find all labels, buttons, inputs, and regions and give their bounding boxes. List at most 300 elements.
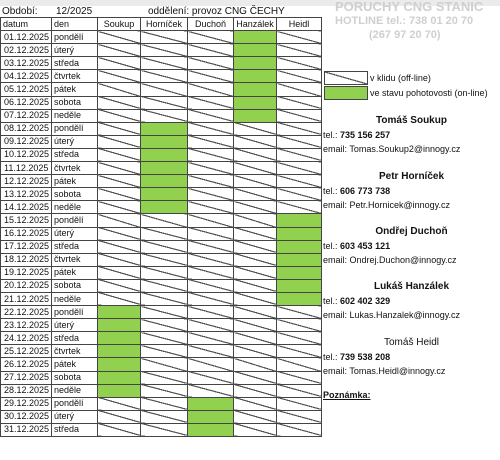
duty-cell-offline [277, 332, 322, 345]
table-row [1, 423, 322, 436]
contact-phone-label: tel.: [323, 296, 338, 306]
duty-cell-offline [277, 201, 322, 214]
duty-cell-offline [98, 214, 141, 227]
duty-cell-offline [188, 70, 234, 83]
row-day: čtvrtek [52, 70, 98, 83]
duty-cell-offline [98, 83, 141, 96]
contact-phone: 739 538 208 [340, 352, 391, 362]
row-day: pondělí [52, 306, 98, 319]
legend-online-swatch [324, 86, 368, 100]
row-date: 04.12.2025 [1, 70, 52, 83]
row-date: 30.12.2025 [1, 410, 52, 423]
duty-cell-offline [98, 148, 141, 161]
duty-cell-offline [277, 345, 322, 358]
hotline-header [335, 0, 500, 42]
duty-cell-online [98, 345, 141, 358]
table-row [1, 332, 322, 345]
duty-cell-offline [98, 31, 141, 44]
duty-cell-offline [98, 44, 141, 57]
row-date: 27.12.2025 [1, 371, 52, 384]
duty-cell-online [98, 319, 141, 332]
duty-cell-offline [188, 384, 234, 397]
duty-cell-offline [141, 410, 188, 423]
duty-cell-offline [141, 371, 188, 384]
duty-cell-online [141, 201, 188, 214]
contact-phone-label: tel.: [323, 241, 338, 251]
row-day: pátek [52, 83, 98, 96]
table-row [1, 175, 322, 188]
table-row [1, 148, 322, 161]
roster-table [0, 17, 322, 437]
duty-cell-offline [98, 162, 141, 175]
hotline-phone: HOTLINE tel.: 738 01 20 70 [335, 15, 474, 27]
contact-card-soukup [323, 114, 500, 156]
duty-cell-offline [188, 83, 234, 96]
row-date: 19.12.2025 [1, 266, 52, 279]
contact-card-heidl [323, 336, 500, 378]
duty-cell-offline [234, 371, 277, 384]
hotline-alt-phone: (267 97 20 70) [369, 29, 441, 41]
duty-cell-offline [141, 345, 188, 358]
col-header-day: den [52, 18, 98, 31]
duty-cell-offline [277, 397, 322, 410]
duty-cell-offline [234, 162, 277, 175]
table-row [1, 319, 322, 332]
row-date: 16.12.2025 [1, 227, 52, 240]
row-day: středa [52, 148, 98, 161]
duty-cell-offline [188, 292, 234, 305]
duty-cell-offline [98, 122, 141, 135]
duty-cell-online [188, 397, 234, 410]
contact-phone: 603 453 121 [340, 241, 391, 251]
duty-cell-offline [234, 292, 277, 305]
row-day: středa [52, 57, 98, 70]
roster-body [1, 31, 322, 437]
duty-cell-offline [98, 292, 141, 305]
row-date: 20.12.2025 [1, 279, 52, 292]
contact-card-hornicek [323, 170, 500, 212]
duty-cell-offline [188, 371, 234, 384]
row-day: středa [52, 423, 98, 436]
duty-cell-online [234, 109, 277, 122]
duty-cell-online [234, 44, 277, 57]
contact-email[interactable]: email: Tomas.Soukup2@innogy.cz [323, 144, 461, 154]
legend-online-label: ve stavu pohotovosti (on-line) [370, 88, 488, 98]
contact-phone-line [323, 350, 500, 364]
contact-phone: 606 773 738 [340, 186, 391, 196]
duty-cell-online [234, 57, 277, 70]
row-date: 22.12.2025 [1, 306, 52, 319]
row-date: 10.12.2025 [1, 148, 52, 161]
duty-cell-offline [234, 423, 277, 436]
table-row [1, 109, 322, 122]
duty-cell-online [141, 175, 188, 188]
row-day: úterý [52, 410, 98, 423]
duty-cell-offline [277, 410, 322, 423]
duty-cell-offline [98, 410, 141, 423]
row-day: sobota [52, 188, 98, 201]
duty-cell-online [98, 306, 141, 319]
row-day: středa [52, 240, 98, 253]
legend-offline-label: v klidu (off-line) [370, 73, 431, 83]
duty-cell-offline [98, 227, 141, 240]
duty-cell-offline [141, 31, 188, 44]
duty-cell-offline [98, 266, 141, 279]
row-date: 15.12.2025 [1, 214, 52, 227]
row-date: 13.12.2025 [1, 188, 52, 201]
table-row [1, 227, 322, 240]
row-day: pondělí [52, 31, 98, 44]
duty-cell-online [141, 162, 188, 175]
row-date: 31.12.2025 [1, 423, 52, 436]
duty-cell-offline [141, 83, 188, 96]
duty-cell-offline [234, 279, 277, 292]
row-date: 24.12.2025 [1, 332, 52, 345]
duty-cell-offline [234, 266, 277, 279]
duty-cell-offline [234, 175, 277, 188]
table-row [1, 240, 322, 253]
row-date: 29.12.2025 [1, 397, 52, 410]
duty-cell-offline [234, 148, 277, 161]
duty-cell-offline [98, 135, 141, 148]
duty-cell-offline [277, 31, 322, 44]
duty-cell-offline [277, 175, 322, 188]
contact-phone-line [323, 239, 500, 253]
duty-cell-offline [98, 253, 141, 266]
duty-cell-online [98, 371, 141, 384]
row-day: pátek [52, 175, 98, 188]
table-row [1, 292, 322, 305]
duty-cell-offline [188, 201, 234, 214]
contact-email[interactable]: email: Ondrej.Duchon@innogy.cz [323, 255, 457, 265]
row-day: čtvrtek [52, 345, 98, 358]
duty-cell-offline [141, 44, 188, 57]
duty-cell-offline [141, 253, 188, 266]
contact-name: Tomáš Soukup [376, 115, 447, 126]
duty-cell-offline [277, 306, 322, 319]
row-day: pátek [52, 266, 98, 279]
row-day: neděle [52, 384, 98, 397]
table-row [1, 371, 322, 384]
duty-cell-offline [277, 423, 322, 436]
duty-cell-offline [234, 135, 277, 148]
contact-phone-line [323, 294, 500, 308]
duty-cell-offline [188, 266, 234, 279]
row-date: 14.12.2025 [1, 201, 52, 214]
row-day: sobota [52, 279, 98, 292]
duty-cell-online [141, 122, 188, 135]
duty-cell-offline [141, 358, 188, 371]
duty-cell-offline [277, 44, 322, 57]
duty-cell-online [277, 214, 322, 227]
duty-cell-offline [188, 31, 234, 44]
duty-cell-offline [141, 227, 188, 240]
duty-cell-offline [188, 135, 234, 148]
duty-cell-offline [98, 96, 141, 109]
row-day: čtvrtek [52, 162, 98, 175]
hotline-title: PORUCHY CNG STANIC [335, 0, 484, 14]
duty-cell-offline [98, 279, 141, 292]
duty-cell-offline [277, 135, 322, 148]
row-date: 26.12.2025 [1, 358, 52, 371]
duty-cell-offline [188, 332, 234, 345]
contact-phone-label: tel.: [323, 130, 338, 140]
duty-cell-offline [234, 397, 277, 410]
row-day: pondělí [52, 122, 98, 135]
note-label: Poznámka: [323, 390, 371, 400]
duty-cell-offline [188, 240, 234, 253]
contact-name: Ondřej Duchoň [375, 226, 448, 237]
duty-cell-online [234, 70, 277, 83]
duty-cell-online [277, 227, 322, 240]
duty-cell-offline [98, 109, 141, 122]
duty-cell-offline [234, 227, 277, 240]
duty-cell-online [98, 384, 141, 397]
duty-cell-offline [188, 57, 234, 70]
table-row [1, 122, 322, 135]
duty-cell-online [277, 292, 322, 305]
contact-email[interactable]: email: Petr.Hornicek@innogy.cz [323, 200, 451, 210]
row-day: sobota [52, 96, 98, 109]
period-value: 12/2025 [56, 5, 93, 17]
table-header-row [1, 18, 322, 31]
duty-cell-online [234, 31, 277, 44]
duty-cell-offline [234, 319, 277, 332]
duty-cell-online [188, 423, 234, 436]
duty-cell-online [234, 96, 277, 109]
duty-cell-offline [234, 122, 277, 135]
duty-cell-offline [188, 175, 234, 188]
duty-cell-offline [234, 410, 277, 423]
duty-cell-offline [188, 306, 234, 319]
col-header-person: Horníček [141, 18, 188, 31]
table-row [1, 358, 322, 371]
table-row [1, 57, 322, 70]
duty-cell-offline [277, 83, 322, 96]
contact-card-hanzalek [323, 280, 500, 322]
duty-cell-offline [277, 57, 322, 70]
duty-cell-online [188, 410, 234, 423]
duty-cell-online [141, 188, 188, 201]
duty-cell-offline [98, 188, 141, 201]
row-date: 23.12.2025 [1, 319, 52, 332]
table-row [1, 162, 322, 175]
duty-cell-offline [141, 70, 188, 83]
table-row [1, 44, 322, 57]
contact-card-duchon [323, 225, 500, 267]
duty-cell-offline [234, 188, 277, 201]
row-date: 12.12.2025 [1, 175, 52, 188]
duty-cell-offline [234, 214, 277, 227]
duty-cell-offline [141, 279, 188, 292]
duty-cell-offline [277, 162, 322, 175]
duty-cell-offline [141, 319, 188, 332]
duty-cell-offline [141, 240, 188, 253]
period-label: Období: [2, 5, 38, 17]
duty-cell-offline [98, 397, 141, 410]
row-day: neděle [52, 201, 98, 214]
duty-cell-offline [98, 423, 141, 436]
duty-cell-offline [277, 371, 322, 384]
table-row [1, 279, 322, 292]
row-date: 18.12.2025 [1, 253, 52, 266]
duty-cell-online [277, 240, 322, 253]
row-date: 21.12.2025 [1, 292, 52, 305]
duty-cell-offline [234, 358, 277, 371]
duty-cell-offline [188, 44, 234, 57]
row-day: čtvrtek [52, 253, 98, 266]
duty-cell-offline [98, 201, 141, 214]
row-date: 28.12.2025 [1, 384, 52, 397]
department-label: oddělení: provoz CNG ČECHY [148, 5, 285, 17]
row-date: 01.12.2025 [1, 31, 52, 44]
table-row [1, 201, 322, 214]
table-row [1, 135, 322, 148]
row-date: 25.12.2025 [1, 345, 52, 358]
table-row [1, 214, 322, 227]
duty-cell-offline [141, 57, 188, 70]
duty-cell-offline [188, 148, 234, 161]
row-date: 11.12.2025 [1, 162, 52, 175]
table-row [1, 384, 322, 397]
duty-cell-offline [188, 96, 234, 109]
row-day: pondělí [52, 214, 98, 227]
duty-cell-online [277, 266, 322, 279]
duty-cell-offline [141, 384, 188, 397]
duty-cell-offline [188, 358, 234, 371]
duty-cell-offline [277, 122, 322, 135]
duty-cell-offline [188, 122, 234, 135]
row-day: neděle [52, 292, 98, 305]
row-day: středa [52, 332, 98, 345]
duty-cell-offline [141, 292, 188, 305]
duty-cell-offline [141, 423, 188, 436]
duty-cell-offline [188, 253, 234, 266]
col-header-person: Soukup [98, 18, 141, 31]
duty-cell-online [141, 135, 188, 148]
contact-phone-line [323, 128, 500, 142]
row-date: 03.12.2025 [1, 57, 52, 70]
table-row [1, 188, 322, 201]
duty-cell-offline [188, 227, 234, 240]
contact-email[interactable]: email: Tomas.Heidl@innogy.cz [323, 366, 446, 376]
duty-cell-offline [234, 253, 277, 266]
row-date: 07.12.2025 [1, 109, 52, 122]
duty-cell-offline [98, 240, 141, 253]
col-header-person: Duchoň [188, 18, 234, 31]
row-date: 05.12.2025 [1, 83, 52, 96]
duty-cell-offline [277, 148, 322, 161]
duty-cell-offline [141, 96, 188, 109]
duty-cell-offline [234, 201, 277, 214]
row-date: 06.12.2025 [1, 96, 52, 109]
duty-cell-offline [277, 96, 322, 109]
duty-cell-offline [98, 57, 141, 70]
table-row [1, 266, 322, 279]
row-day: pondělí [52, 397, 98, 410]
row-day: úterý [52, 44, 98, 57]
duty-cell-offline [277, 358, 322, 371]
legend-offline-swatch [324, 71, 368, 85]
duty-cell-offline [277, 109, 322, 122]
duty-cell-offline [188, 109, 234, 122]
duty-cell-offline [141, 214, 188, 227]
table-row [1, 253, 322, 266]
duty-cell-offline [188, 188, 234, 201]
duty-cell-online [277, 253, 322, 266]
row-date: 09.12.2025 [1, 135, 52, 148]
row-day: úterý [52, 227, 98, 240]
period-header [2, 4, 285, 18]
table-row [1, 70, 322, 83]
duty-cell-offline [141, 109, 188, 122]
row-day: neděle [52, 109, 98, 122]
table-row [1, 306, 322, 319]
duty-cell-offline [141, 306, 188, 319]
duty-cell-offline [277, 188, 322, 201]
row-date: 08.12.2025 [1, 122, 52, 135]
duty-cell-offline [98, 70, 141, 83]
contact-phone-label: tel.: [323, 186, 338, 196]
duty-cell-online [98, 358, 141, 371]
duty-cell-offline [277, 70, 322, 83]
contact-phone-label: tel.: [323, 352, 338, 362]
roster-table-wrapper [0, 17, 322, 437]
duty-cell-offline [234, 240, 277, 253]
row-day: pátek [52, 358, 98, 371]
table-row [1, 345, 322, 358]
table-row [1, 410, 322, 423]
row-date: 17.12.2025 [1, 240, 52, 253]
duty-cell-offline [188, 214, 234, 227]
contact-phone: 735 156 257 [340, 130, 391, 140]
duty-cell-offline [188, 279, 234, 292]
row-date: 02.12.2025 [1, 44, 52, 57]
duty-cell-offline [188, 319, 234, 332]
row-day: sobota [52, 371, 98, 384]
table-row [1, 31, 322, 44]
duty-cell-offline [141, 266, 188, 279]
contact-phone: 602 402 329 [340, 296, 391, 306]
duty-cell-offline [234, 384, 277, 397]
duty-cell-offline [188, 162, 234, 175]
duty-cell-offline [277, 384, 322, 397]
table-row [1, 397, 322, 410]
row-day: úterý [52, 319, 98, 332]
duty-cell-offline [234, 345, 277, 358]
duty-cell-online [141, 148, 188, 161]
duty-cell-offline [141, 332, 188, 345]
col-header-date: datum [1, 18, 52, 31]
col-header-person: Heidl [277, 18, 322, 31]
contact-name: Petr Horníček [378, 171, 445, 182]
duty-cell-offline [234, 332, 277, 345]
duty-cell-offline [234, 306, 277, 319]
table-row [1, 96, 322, 109]
duty-cell-offline [188, 345, 234, 358]
duty-cell-offline [141, 397, 188, 410]
contact-name: Lukáš Hanzálek [373, 281, 450, 292]
duty-cell-online [98, 332, 141, 345]
col-header-person: Hanzálek [234, 18, 277, 31]
row-day: úterý [52, 135, 98, 148]
contact-phone-line [323, 184, 500, 198]
table-row [1, 83, 322, 96]
duty-cell-offline [277, 319, 322, 332]
contact-email[interactable]: email: Lukas.Hanzalek@innogy.cz [323, 310, 461, 320]
contact-name: Tomáš Heidl [383, 337, 440, 348]
duty-cell-offline [98, 175, 141, 188]
